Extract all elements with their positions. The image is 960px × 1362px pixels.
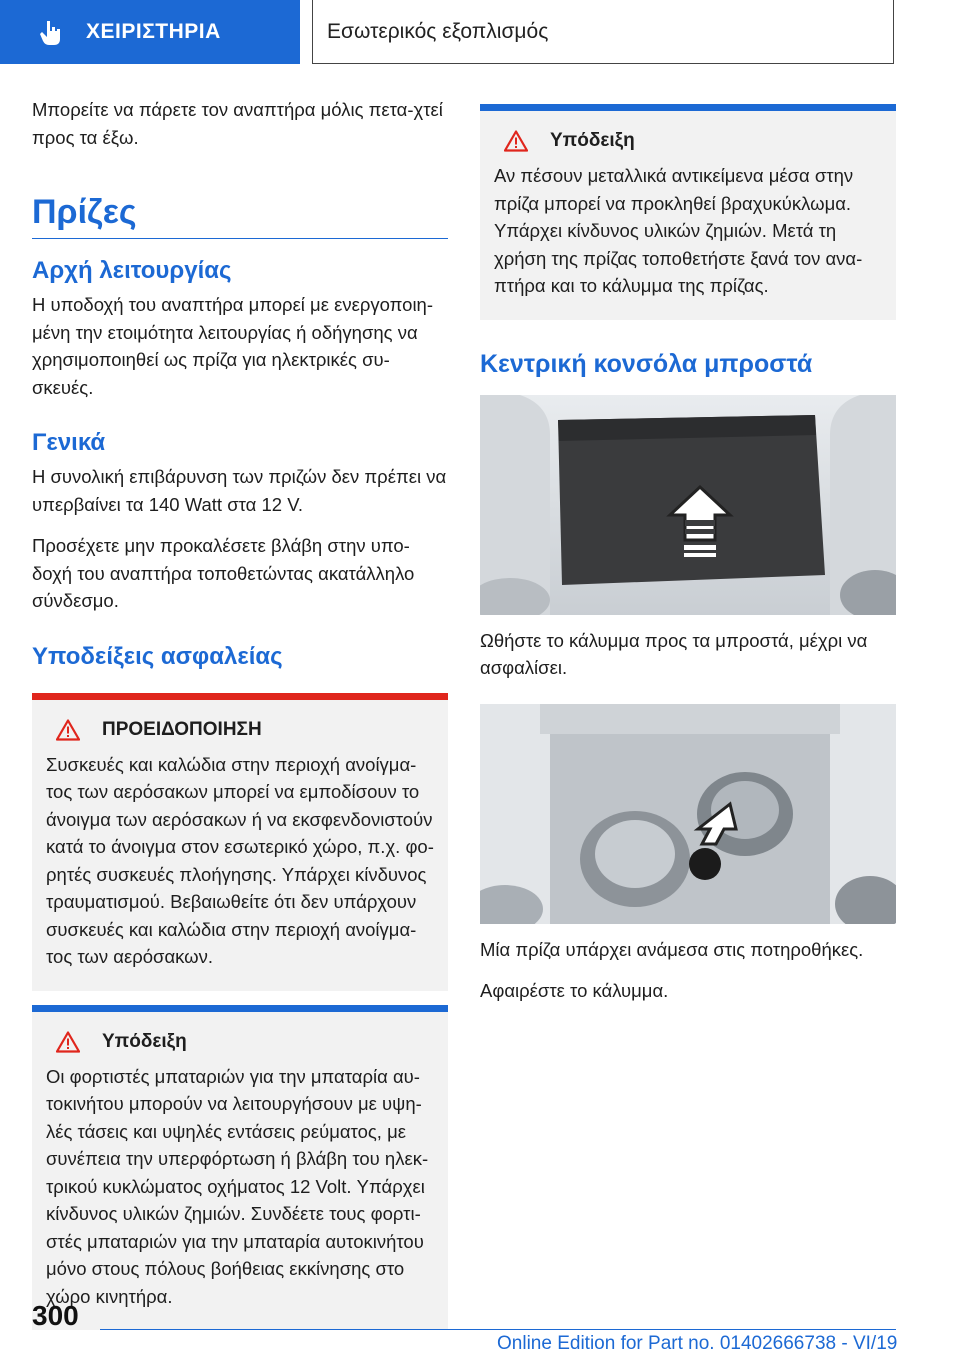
warning-title: ΠΡΟΕΙΔΟΠΟΙΗΣΗ <box>102 718 262 740</box>
note-text-right: Αν πέσουν μεταλλικά αντικείμενα μέσα στην πρίζα μπορεί να προκληθεί βραχυκύκλωμα. Υπάρχει κίνδυνος υλικών ζημιών. Μετά τη χρήση της πρίζας τοποθετήστε ξανά τον ανα-πτήρα και το κάλυμμα της πρίζας. <box>494 165 863 296</box>
note-title-row-right <box>494 130 882 152</box>
principle-text: Η υποδοχή του αναπτήρα μπορεί με ενεργοποιη-μένη την ετοιμότητα λειτουργίας ή οδήγησης να χρησιμοποιηθεί ως πρίζα για ηλεκτρικές συ-σκευές. <box>32 294 434 398</box>
caption-3: Αφαιρέστε το κάλυμμα. <box>480 980 669 1001</box>
footer-divider <box>100 1329 896 1330</box>
caption-1: Ωθήστε το κάλυμμα προς τα μπροστά, μέχρι να ασφαλίσει. <box>480 629 868 678</box>
general-paragraph-1: Η συνολική επιβάρυνση των πριζών δεν πρέπει να υπερβαίνει τα 140 Watt στα 12 V. <box>32 466 447 515</box>
note-box-left <box>32 1005 448 1331</box>
general-paragraph-2: Προσέχετε μην προκαλέσετε βλάβη στην υπο-δοχή του αναπτήρα τοποθετώντας ακατάλληλο σύνδεσμο. <box>32 535 415 611</box>
warning-triangle-icon <box>56 719 80 741</box>
console-heading: Κεντρική κονσόλα μπροστά <box>480 349 813 378</box>
note-text: Οι φορτιστές μπαταριών για την μπαταρία αυ-τοκινήτου μπορούν να λειτουργήσουν με υψη-λές τάσεις και υψηλές εντάσεις ρεύματος, με συνέπεια την υπερφόρτωση ή βλάβη του ηλεκ-τρικού κυκλώματος οχήματος 12 Volt. Υπάρχει κίνδυνος υλικών ζημιών. Συνδέετε τους φορτι-στές μπαταριών για την μπαταρία αυτοκινήτου μόνο στους πόλους βοήθειας εκκίνησης στο χώρο κινητήρα. <box>46 1065 429 1307</box>
general-heading: Γενικά <box>32 429 106 456</box>
console-cover-photo <box>480 395 896 615</box>
principle-heading: Αρχή λειτουργίας <box>32 257 232 284</box>
section-tab-label: ΧΕΙΡΙΣΤΗΡΙΑ <box>86 20 221 43</box>
left-column <box>32 96 448 1330</box>
section-title: Πρίζες <box>32 193 448 239</box>
page-number: 300 <box>32 1300 79 1331</box>
warning-title-row <box>46 719 434 741</box>
safety-heading: Υποδείξεις ασφαλείας <box>32 642 283 670</box>
intro-paragraph: Μπορείτε να πάρετε τον αναπτήρα μόλις πετα-χτεί προς τα έξω. <box>32 99 443 148</box>
note-title-right: Υπόδειξη <box>550 130 635 151</box>
chapter-title: Εσωτερικός εξοπλισμός <box>327 20 549 43</box>
cupholder-socket-photo <box>480 704 896 924</box>
hand-pointer-icon <box>36 17 66 47</box>
section-tab[interactable] <box>0 0 300 64</box>
chapter-header <box>312 0 894 64</box>
note-triangle-icon <box>504 130 528 152</box>
warning-text: Συσκευές και καλώδια στην περιοχή ανοίγμα-τος των αερόσακων μπορεί να εμποδίσουν το άνοιγμα των αερόσακων ή να εκσφενδονιστούν κατά το άνοιγμα στον εσωτερικό χώρο, π.χ. φο-ρητές συσκευές πλοήγησης. Υπάρχει κίνδυνος τραυματισμού. Βεβαιωθείτε ότι δεν υπάρχουν συσκευές και καλώδια στην περιοχή ανοίγμα-τος των αερόσακων. <box>46 753 434 967</box>
edition-link[interactable]: Online Edition for Part no. 01402666738 - VI/19 <box>497 1333 898 1354</box>
note-triangle-icon <box>56 1031 80 1053</box>
note-title: Υπόδειξη <box>102 1030 187 1052</box>
note-box-right <box>480 104 896 320</box>
warning-box <box>32 693 448 991</box>
note-title-row <box>46 1031 434 1053</box>
caption-2: Μία πρίζα υπάρχει ανάμεσα στις ποτηροθήκες. <box>480 938 864 960</box>
right-column <box>480 96 896 1019</box>
